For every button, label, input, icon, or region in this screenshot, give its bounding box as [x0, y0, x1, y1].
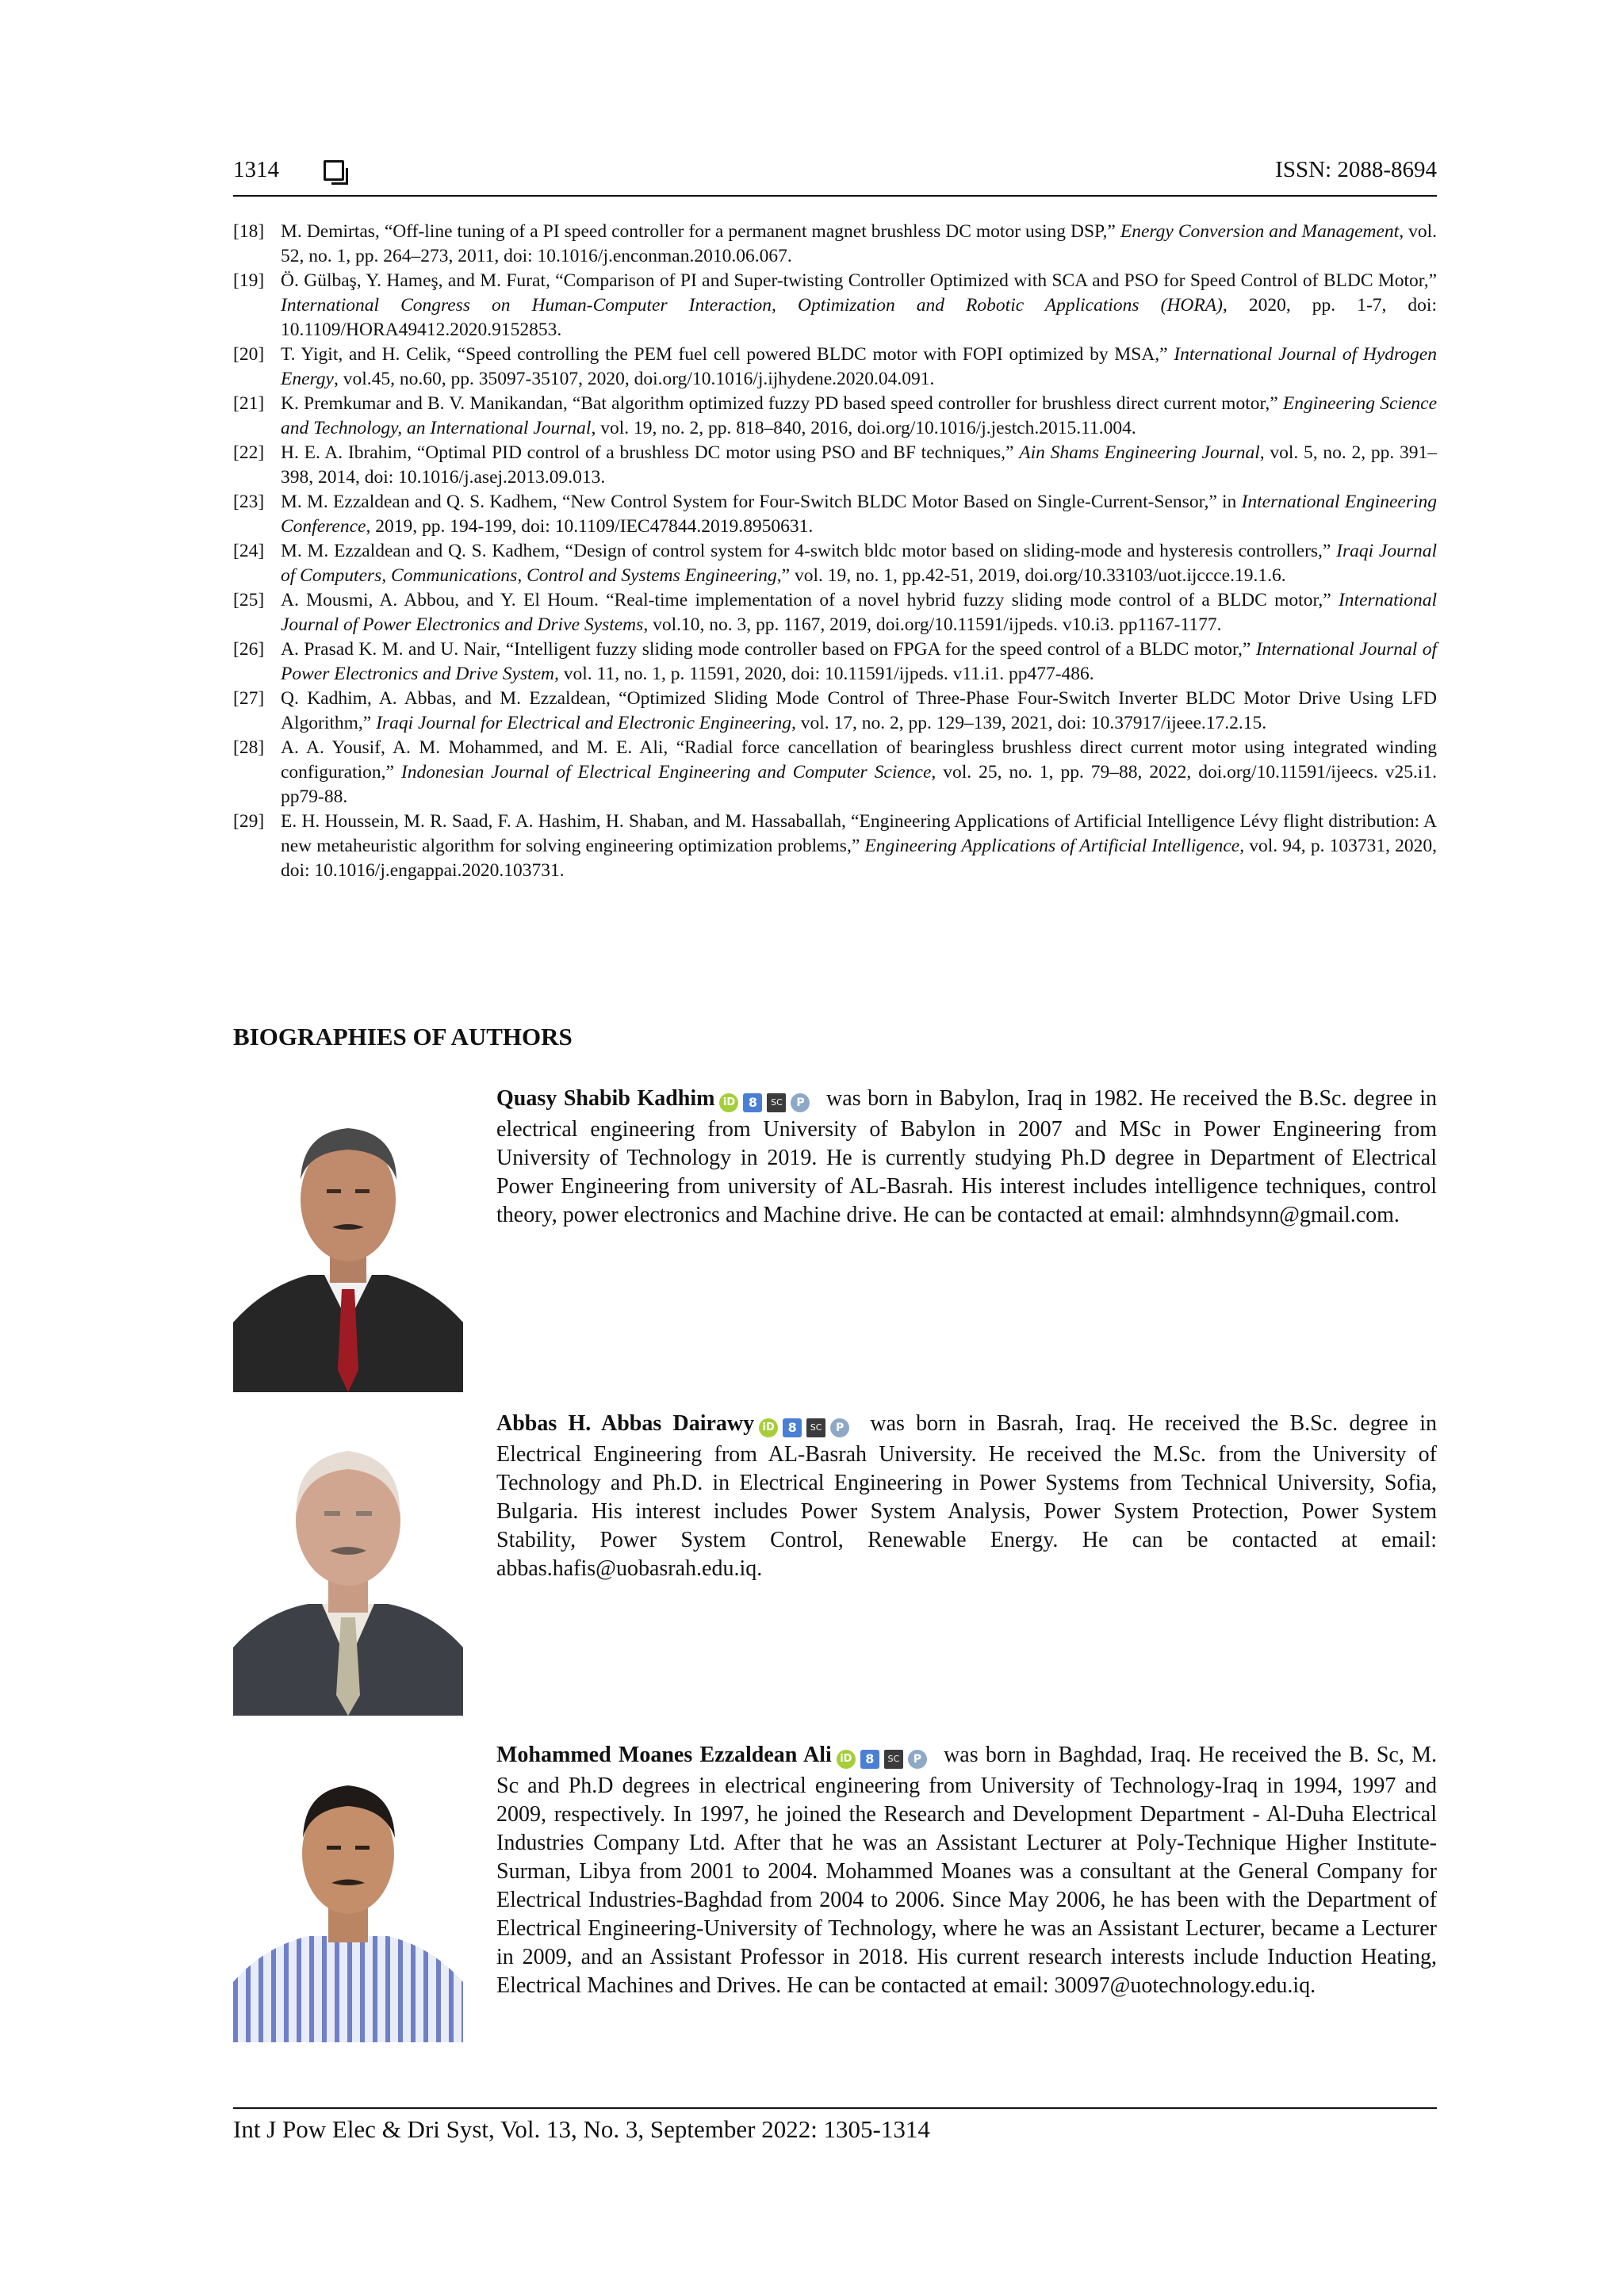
reference-item [233, 687, 1437, 736]
ref-journal: Ain Shams Engineering Journal [1019, 442, 1260, 463]
author-photo [233, 1085, 463, 1392]
ref-text: M. Demirtas, “Off-line tuning of a PI speed controller for a permanent magnet brushless DC motor using DSP,” [281, 221, 1120, 242]
reference-item [233, 539, 1437, 588]
author-bio-text [496, 1085, 1437, 1230]
ref-journal: Engineering Science and Technology, an International Journal [281, 393, 1438, 438]
reference-list [233, 220, 1437, 883]
author-bio-body: was born in Basrah, Iraq. He received the B.Sc. degree in Electrical Engineering from AL-Basrah University. He received the M.Sc. from the University of Technology and Ph.D. in Electrical Engineering in Power Systems from Technical University, Sofia, Bulgaria. His interest includes Power System Analysis, Power System Protection, Power System Stability, Power System Control, Renewable Energy. He can be contacted at email: abbas.hafis@uobasrah.edu.iq. [496, 1411, 1438, 1581]
author-bio-body: was born in Baghdad, Iraq. He received the B. Sc, M. Sc and Ph.D degrees in electrical engineering from University of Technology-Iraq in 1994, 1997 and 2009, respectively. In 1997, he joined the Research and Development Department - Al-Duha Electrical Industries Company Ltd. After that he was an Assistant Lecturer at Poly-Technique Higher Institute-Surman, Libya from 2001 to 2004. Mohammed Moanes was a consultant at the General Company for Electrical Industries-Baghdad from 2004 to 2006. Since May 2006, he has been with the Department of Electrical Engineering-University of Technology, where he was an Assistant Lecturer, became a Lecturer in 2009, and an Assistant Professor in 2018. His current research interests include Induction Heating, Electrical Machines and Drives. He can be contacted at email: 30097@uotechnology.edu.iq. [496, 1743, 1438, 1998]
reference-item [233, 392, 1437, 441]
ref-number: [22] [233, 442, 265, 463]
reference-item [233, 588, 1437, 637]
ref-details: , vol. 19, no. 2, pp. 818–840, 2016, doi.org/10.1016/j.jestch.2015.11.004. [591, 418, 1136, 438]
biographies-heading: BIOGRAPHIES OF AUTHORS [233, 1023, 573, 1050]
ref-number: [18] [233, 221, 265, 242]
profile-icons [759, 1412, 854, 1441]
author-bio-text [496, 1741, 1437, 2000]
author-name: Mohammed Moanes Ezzaldean Ali [496, 1743, 832, 1767]
ref-journal: Engineering Applications of Artificial Intelligence [864, 836, 1240, 856]
ref-text: M. M. Ezzaldean and Q. S. Kadhem, “New Control System for Four-Switch BLDC Motor Based on Single-Current-Sensor,” in [281, 492, 1242, 512]
orcid-icon[interactable]: iD [837, 1750, 856, 1769]
reference-item [233, 269, 1437, 342]
ref-details: vol. 17, no. 2, pp. 129–139, 2021, doi: 10.37917/ijeee.17.2.15. [795, 713, 1267, 733]
ref-details: vol. 11, no. 1, p. 11591, 2020, doi: 10.11591/ijpeds. v11.i1. pp477-486. [558, 664, 1094, 684]
author-name: Abbas H. Abbas Dairawy [496, 1411, 755, 1436]
ref-text: A. Mousmi, A. Abbou, and Y. El Houm. “Real-time implementation of a novel hybrid fuzzy sliding mode control of a BLDC motor,” [281, 590, 1339, 610]
ref-details: , 2020, pp. 1-7, doi: 10.1109/HORA49412.2020.9152853. [281, 295, 1437, 340]
ref-journal: Iraqi Journal of Computers, Communications, Control and Systems Engineering [281, 541, 1437, 586]
orcid-icon[interactable]: iD [759, 1418, 778, 1437]
page-number: 1314 [233, 157, 279, 182]
reference-item [233, 342, 1437, 392]
author-name: Quasy Shabib Kadhim [496, 1086, 715, 1111]
reference-item [233, 637, 1437, 687]
reference-item [233, 736, 1437, 809]
publons-icon[interactable]: P [830, 1418, 849, 1437]
reference-item [233, 490, 1437, 539]
ref-journal: Energy Conversion and Management [1120, 221, 1400, 242]
page-header [233, 152, 1437, 190]
ref-details: , vol. 5, no. 2, pp. 391–398, 2014, doi: 10.1016/j.asej.2013.09.013. [281, 442, 1437, 488]
scopus-icon[interactable]: SC [884, 1750, 903, 1769]
ref-number: [25] [233, 590, 265, 610]
profile-icons [837, 1743, 932, 1772]
google-scholar-icon[interactable]: 8 [860, 1750, 879, 1769]
ref-journal: Indonesian Journal of Electrical Engineering and Computer Science, [400, 762, 936, 783]
ref-number: [20] [233, 344, 265, 365]
ref-details: vol. 25, no. 1, pp. 79–88, 2022, doi.org/10.11591/ijeecs. v25.i1. pp79-88. [281, 762, 1437, 807]
reference-item [233, 441, 1437, 490]
page-footer: Int J Pow Elec & Dri Syst, Vol. 13, No. 3, September 2022: 1305-1314 [233, 2115, 930, 2143]
scopus-icon[interactable]: SC [806, 1418, 825, 1437]
ref-text: T. Yigit, and H. Celik, “Speed controlling the PEM fuel cell powered BLDC motor with FOPI optimized by MSA,” [281, 344, 1174, 365]
reference-item [233, 809, 1437, 883]
author-photo [233, 1752, 463, 2042]
ref-details: ,” vol. 19, no. 1, pp.42-51, 2019, doi.org/10.33103/uot.ijccce.19.1.6. [776, 565, 1286, 586]
ref-details: , vol.45, no.60, pp. 35097-35107, 2020, doi.org/10.1016/j.ijhydene.2020.04.091. [334, 369, 935, 389]
ref-journal: International Engineering Conference [281, 492, 1438, 537]
google-scholar-icon[interactable]: 8 [783, 1418, 802, 1437]
orcid-icon[interactable]: iD [719, 1093, 738, 1112]
ref-journal: International Journal of Power Electronics and Drive System, [281, 639, 1437, 684]
google-scholar-icon[interactable]: 8 [743, 1093, 762, 1112]
author-bio-body: was born in Babylon, Iraq in 1982. He received the B.Sc. degree in electrical engineering from University of Babylon in 2007 and MSc in Power Engineering from University of Technology in 2019. He is currently studying Ph.D degree in Department of Electrical Power Engineering from university of AL-Basrah. His interest includes intelligence techniques, control theory, power electronics and Machine drive. He can be contacted at email: almhndsynn@gmail.com. [496, 1086, 1437, 1227]
ref-number: [27] [233, 688, 265, 709]
ref-journal: International Journal of Hydrogen Energy [281, 344, 1437, 389]
checkbox-icon [324, 160, 344, 181]
publons-icon[interactable]: P [791, 1093, 810, 1112]
ref-journal: Iraqi Journal for Electrical and Electronic Engineering, [376, 713, 796, 733]
ref-number: [21] [233, 393, 265, 414]
ref-text: Q. Kadhim, A. Abbas, and M. Ezzaldean, “Optimized Sliding Mode Control of Three-Phase Four-Switch Inverter BLDC Motor Drive Using LFD Algorithm,” [281, 688, 1437, 733]
ref-details: , 2019, pp. 194-199, doi: 10.1109/IEC47844.2019.8950631. [366, 516, 814, 537]
ref-journal: International Congress on Human-Computer Interaction, Optimization and Robotic Applications (HORA) [281, 295, 1223, 316]
issn: ISSN: 2088-8694 [1275, 157, 1437, 182]
ref-number: [24] [233, 541, 265, 561]
profile-icons [719, 1087, 814, 1115]
ref-journal: International Journal of Power Electronics and Drive Systems [281, 590, 1437, 635]
ref-text: E. H. Houssein, M. R. Saad, F. A. Hashim, H. Shaban, and M. Hassaballah, “Engineering Applications of Artificial Intelligence Lévy flight distribution: A new metaheuristic algorithm for solving engineering optimization problems,” [281, 811, 1437, 856]
ref-text: H. E. A. Ibrahim, “Optimal PID control of a brushless DC motor using PSO and BF techniques,” [281, 442, 1020, 463]
ref-details: , vol. 52, no. 1, pp. 264–273, 2011, doi: 10.1016/j.enconman.2010.06.067. [281, 221, 1438, 266]
ref-details: , vol. 94, p. 103731, 2020, doi: 10.1016/j.engappai.2020.103731. [281, 836, 1437, 881]
ref-text: Ö. Gülbaş, Y. Hameş, and M. Furat, “Comparison of PI and Super-twisting Controller Optimized with SCA and PSO for Speed Control of BLDC Motor,” [281, 270, 1437, 291]
ref-number: [28] [233, 737, 265, 758]
author-bio-text [496, 1410, 1437, 1583]
ref-text: A. A. Yousif, A. M. Mohammed, and M. E. Ali, “Radial force cancellation of bearingless brushless direct current motor using integrated winding configuration,” [281, 737, 1437, 783]
ref-text: M. M. Ezzaldean and Q. S. Kadhem, “Design of control system for 4-switch bldc motor based on sliding-mode and hysteresis controllers,” [281, 541, 1337, 561]
ref-number: [19] [233, 270, 265, 291]
header-rule [233, 195, 1437, 197]
ref-number: [23] [233, 492, 265, 512]
author-photo [233, 1410, 463, 1716]
ref-text: A. Prasad K. M. and U. Nair, “Intelligent fuzzy sliding mode controller based on FPGA for the speed control of a BLDC motor,” [281, 639, 1256, 660]
footer-rule [233, 2107, 1437, 2109]
reference-item [233, 220, 1437, 269]
publons-icon[interactable]: P [908, 1750, 927, 1769]
scopus-icon[interactable]: SC [767, 1093, 786, 1112]
ref-number: [29] [233, 811, 265, 832]
ref-text: K. Premkumar and B. V. Manikandan, “Bat algorithm optimized fuzzy PD based speed controller for brushless direct current motor,” [281, 393, 1283, 414]
ref-number: [26] [233, 639, 265, 660]
ref-details: , vol.10, no. 3, pp. 1167, 2019, doi.org/10.11591/ijpeds. v10.i3. pp1167-1177. [643, 614, 1222, 635]
